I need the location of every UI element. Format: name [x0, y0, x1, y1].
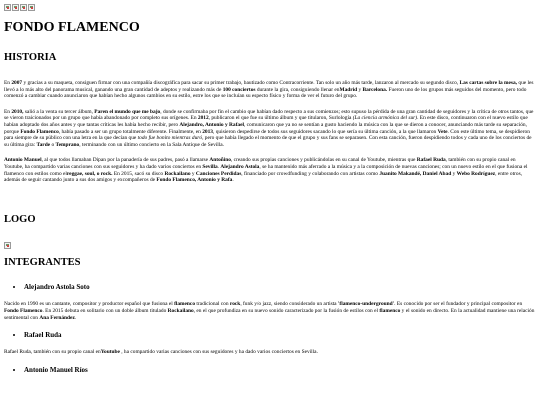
members-list — [4, 283, 536, 292]
text-bold: Fondo Flamenco — [20, 128, 59, 135]
text: , entre otros, además de seguir cantando junto a sus dos amigos y excompañeros de — [4, 170, 523, 184]
text-bold: Madrid — [339, 86, 358, 93]
member-description — [4, 301, 536, 321]
text: En 2015, sacó su disco — [112, 170, 165, 177]
text: . Es conocido por ser el fundador y principal compositor en — [394, 301, 523, 308]
list-item — [24, 331, 536, 340]
integrantes-heading: INTEGRANTES — [4, 257, 81, 269]
text: . En este disco, continuaron con el nuevo estilo que habían adoptado dos años antes y que tantas críticas les había hecho recibir, pero — [4, 115, 528, 128]
text: , financiado por crowdfunding y colaborando con artistas como — [241, 170, 380, 177]
text: , pero que había llegado el momento de que el grupo y sus fans se separasen. Con esta canción, fueron despidiendo todos y cada uno de los conciertos de su última gira: — [4, 135, 532, 148]
text: . — [217, 163, 221, 170]
broken-image-icon — [12, 4, 19, 11]
text: y — [451, 170, 457, 177]
historia-paragraph-3 — [4, 157, 536, 183]
text-bold: flamenco — [174, 301, 196, 308]
text-bold: Tarde — [36, 141, 51, 148]
text: salió a la venta su tercer álbum, — [23, 108, 95, 115]
text: Nacido en 1990 es un cantante, compositor y productor español que fusiona el — [4, 301, 175, 308]
text: y el sonido en directo. En la actualidad mantiene una relación sentimental con — [4, 307, 535, 321]
text-bold: Alejandro, Antonio y Rafael — [179, 121, 244, 128]
text-bold: 2013 — [202, 128, 213, 135]
text-bold: Youtube — [100, 349, 120, 356]
text: , se ha mantenido más aferrado a la música y a la composición de nuevas canciones; con un nuevo estilo en el que fusiona el flamenco con estilos como el — [4, 163, 528, 177]
member-name: • Alejandro Astola Soto — [24, 283, 90, 292]
text-bold: Webo Rodríguez — [456, 170, 496, 177]
members-list — [4, 331, 536, 340]
text-bold: rock — [229, 301, 241, 308]
text: y — [357, 86, 363, 93]
text-bold: 2012 — [197, 115, 209, 122]
text: . Con este último tema, se despidieron para siempre de su público con una letra en la que decían que — [4, 128, 530, 142]
text-bold: Ana Fernández — [39, 314, 75, 321]
header-image-row — [4, 3, 536, 11]
text: . En 2015 debuta en solitario con un doble álbum titulado — [42, 307, 168, 314]
text: tradicional con — [195, 301, 230, 308]
broken-image-icon — [20, 4, 27, 11]
broken-image-icon — [4, 4, 11, 11]
members-list — [4, 366, 536, 375]
text: , comunicaron que ya no se sentían a gusto haciendo la música con la que se dieron a conocer, anunciando más tarde su separación, porque — [4, 121, 527, 135]
text-bold: Vete — [437, 128, 448, 135]
list-item — [24, 366, 536, 375]
text-bold: Fondo Flamenco, Antonio y Rafa — [156, 177, 233, 184]
text-bold: 100 conciertos — [222, 86, 256, 93]
text: En — [4, 108, 12, 115]
text: , había pasado a ser un grupo totalmente diferente. Finalmente, en — [58, 128, 203, 135]
text: y — [190, 170, 196, 177]
member-description — [4, 349, 536, 356]
text-bold: Juanito Makandé, Daniel Abad — [379, 170, 452, 177]
text: y gracias a su maqueta, consiguen firmar con una compañía discográfica para sacar su primer trabajo, bautizado como Contracorriente. Tan solo un año más tarde, lanzaron al mercado su segundo disco, — [22, 80, 460, 86]
text: o — [50, 141, 56, 148]
text-bold: 'flamenco-underground' — [337, 301, 395, 308]
text-bold: Canciones Perdidas — [195, 170, 242, 177]
text-bold: Fondo Flamenco — [4, 307, 43, 314]
text: Fueron uno de los grupos más seguidos del momento, pero todo comenzó a cambiar cuando anunciaron que habían hecho algunos cambios en su estilo, estre los que se incluían su especto físico y forma de ver el futuro del grupo. — [4, 86, 527, 100]
text-bold: flamenco — [379, 307, 401, 314]
broken-image-icon — [4, 242, 11, 249]
text-bold: Barcelona. — [362, 86, 388, 93]
page-title: FONDO FLAMENCO — [4, 20, 140, 35]
text: En — [4, 80, 12, 86]
text: , publicaron el que fue su último álbum y que titularon, Surlología — [208, 115, 353, 122]
text: , funk y/o jazz, siendo considerado un artista — [240, 301, 338, 308]
member-name: • Rafael Ruda — [24, 331, 62, 340]
text-bold: 2007 — [11, 80, 23, 86]
member-name: • Antonio Manuel Ríos — [24, 365, 88, 374]
text: , terminando con un último concierto en la Sala Antique de Sevilla. — [79, 141, 225, 148]
text: , en el que profundiza en su nuevo sonido caracterizado por la fusión de estilos con el — [193, 307, 380, 314]
text-bold: Sevilla — [202, 163, 218, 170]
text: durante la gira, consiguiendo llenar en — [255, 86, 340, 93]
text-bold: 2010, — [11, 108, 24, 115]
text: . — [232, 177, 234, 184]
text-bold: Rafael Ruda — [416, 157, 446, 164]
text: , donde se confirmaba por fin el cambio que habían dado respecto a sus comienzos; esto supuso la pérdida de una gran cantidad de seguidores y la crítica de otros tantos, que se vieron traicionados por un grupo que había abandonado por completo sus orígenes. En — [4, 108, 534, 122]
text: , ha compartido varias canciones con sus seguidores y ha dado varios conciertos en Sevilla. — [119, 349, 318, 356]
text-bold: Alejandro Astola — [220, 163, 260, 170]
text-bold: Antoñino — [209, 157, 231, 164]
broken-image-icon — [28, 4, 35, 11]
text: que les llevó a lo más alto del panorama musical, ganando una gran cantidad de adeptos y realizando más de — [4, 80, 534, 93]
text: , quisieron despedirse de todos sus seguidores sacando lo que sería su última canción, a la que llamaron — [213, 128, 438, 135]
text: , también con su propio canal en Youtube, ha compartido varias canciones con sus seguidores y ha dado varios conciertos en — [4, 157, 516, 170]
text-bold: Temprano — [55, 141, 80, 148]
text-bold: Antonio Manuel — [4, 157, 42, 164]
historia-paragraph-1 — [4, 80, 536, 100]
logo-image — [4, 242, 536, 252]
text: Rafael Ruda, también con su propio canal en — [4, 349, 101, 356]
text-bold: reggae, soul, o rock. — [66, 170, 113, 177]
logo-heading: LOGO — [4, 213, 36, 225]
text: . — [74, 314, 77, 321]
historia-heading: HISTORIA — [4, 52, 57, 63]
text-bold: Paren el mundo que me bajo — [94, 108, 161, 115]
text-bold: Rockailano — [167, 307, 194, 314]
text-bold: Rockailano — [164, 170, 191, 177]
text-italic: todo fue bonito mientras duró — [137, 135, 203, 142]
text-italic: (La ciencia armónica del sur) — [352, 115, 418, 122]
historia-paragraph-2 — [4, 109, 536, 149]
text: , creando sus propias canciones y publicándolas en su canal de Youtube, mientras que — [230, 157, 417, 164]
text: , al que todos llamaban Dipan por la panadería de sus padres, pasó a llamarse — [41, 157, 210, 164]
text-bold: Las cartas sobre la mesa, — [459, 80, 518, 86]
list-item — [24, 283, 536, 292]
